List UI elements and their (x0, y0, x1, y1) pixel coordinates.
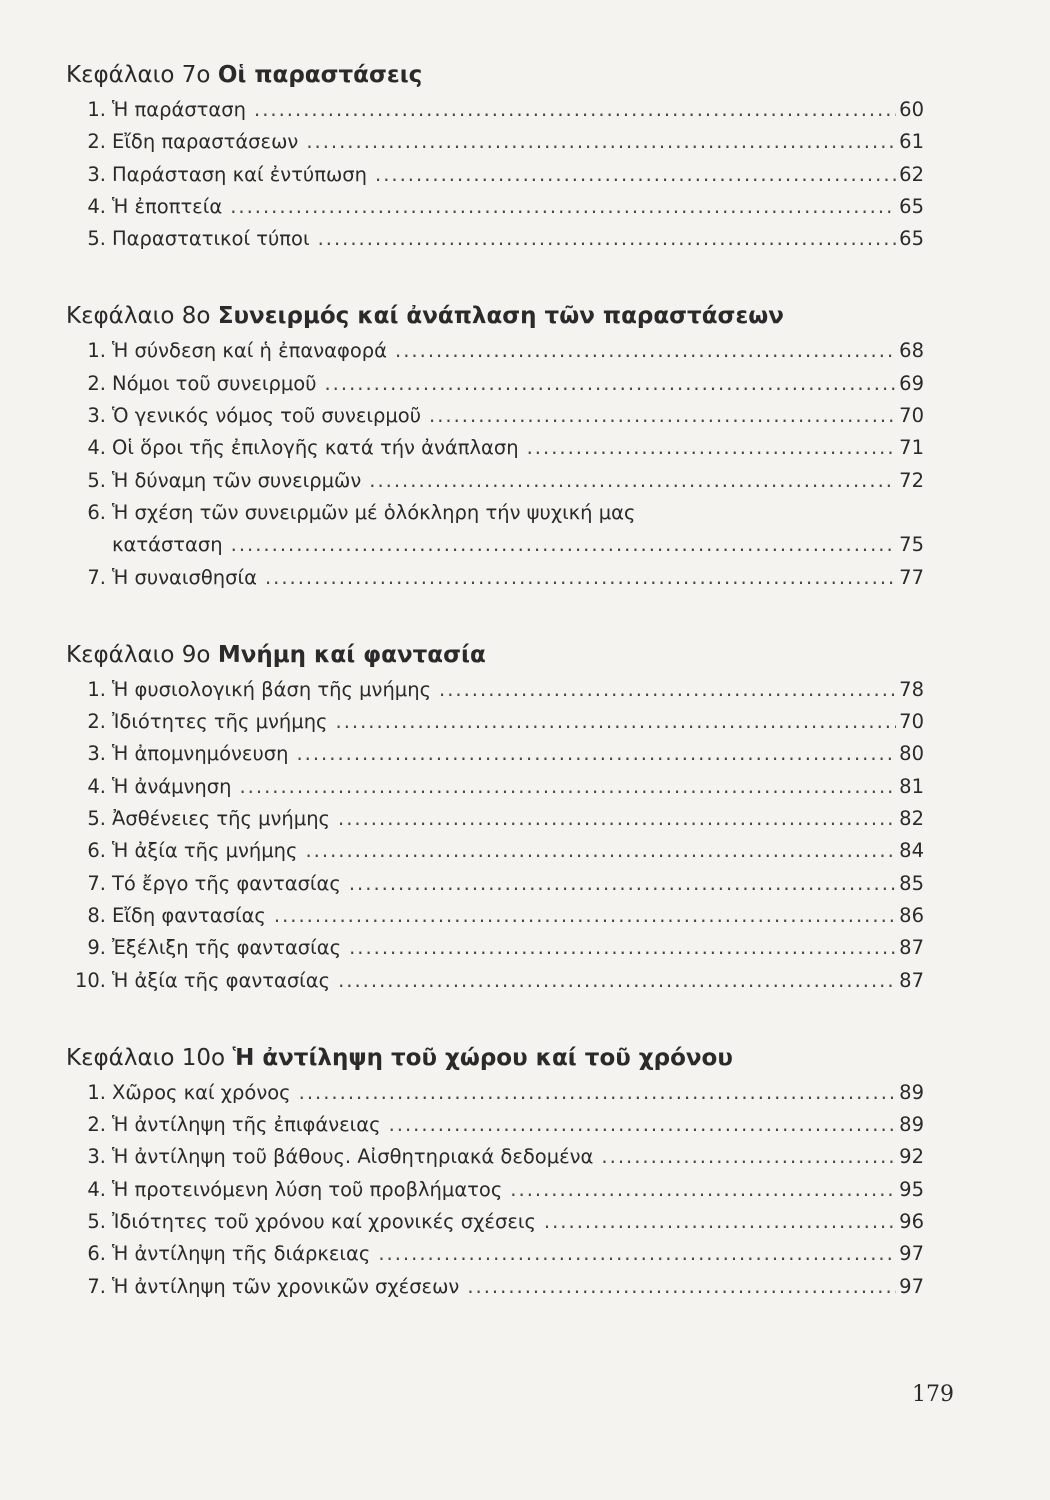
entry-title: Ὁ γενικός νόμος τοῦ συνειρμοῦ (112, 404, 422, 428)
table-of-contents (66, 58, 924, 1347)
entry-number: 4. (87, 774, 106, 798)
toc-entry (66, 868, 924, 900)
toc-entry (66, 1141, 924, 1173)
entry-number: 8. (87, 903, 106, 927)
chapter-prefix: Κεφάλαιο 8ο (66, 303, 211, 330)
chapter-prefix: Κεφάλαιο 7ο (66, 62, 211, 88)
entry-number: 6. (87, 500, 106, 524)
entry-title: Ἡ σχέση τῶν συνειρμῶν μέ ὁλόκληρη τήν ψυχική μας (112, 500, 636, 524)
toc-entry (66, 335, 924, 367)
toc-entry (66, 368, 924, 400)
entry-number: 5. (87, 227, 106, 251)
entry-page: 97 (899, 1242, 924, 1266)
toc-entry (66, 803, 924, 835)
dot-leader (467, 1271, 896, 1303)
entry-page: 95 (899, 1177, 924, 1201)
page-number: 179 (912, 1382, 954, 1407)
entry-number: 7. (87, 565, 106, 589)
toc-entry (66, 900, 924, 932)
chapter-title (66, 1041, 924, 1075)
entry-title: Εἴδη φαντασίας (112, 903, 266, 927)
entry-number: 2. (87, 1113, 106, 1137)
entry-page: 75 (899, 533, 924, 557)
entry-title: Ἡ ἀνάμνηση (112, 774, 232, 798)
entry-title: Ἡ ἀξία τῆς μνήμης (112, 839, 298, 863)
dot-leader (324, 368, 896, 400)
toc-entry (66, 1271, 924, 1303)
dot-leader (305, 835, 896, 867)
toc-entry (66, 771, 924, 803)
chapter-name: Ἡ ἀντίληψη τοῦ χώρου καί τοῦ χρόνου (232, 1044, 733, 1071)
entry-title: Ἡ σύνδεση καί ἡ ἐπαναφορά (112, 339, 388, 363)
entry-page: 82 (899, 807, 924, 831)
entry-title: Παραστατικοί τύποι (112, 227, 310, 251)
entry-title: Εἴδη παραστάσεων (112, 130, 299, 154)
entry-page: 70 (899, 710, 924, 734)
toc-entry (66, 738, 924, 770)
toc-entry (66, 400, 924, 432)
entry-number: 9. (87, 936, 106, 960)
toc-entry (66, 159, 924, 191)
entry-number: 3. (87, 1145, 106, 1169)
toc-entry (66, 1206, 924, 1238)
entry-title: Χῶρος καί χρόνος (112, 1080, 291, 1104)
entry-number: 3. (87, 162, 106, 186)
chapter-8 (66, 299, 924, 593)
entry-title: Ἡ φυσιολογική βάση τῆς μνήμης (112, 677, 432, 701)
toc-entry (66, 1174, 924, 1206)
entry-number: 6. (87, 1242, 106, 1266)
dot-leader (296, 738, 896, 770)
entry-title: Ἡ ἀξία τῆς φαντασίας (112, 968, 331, 992)
entry-page: 81 (899, 774, 924, 798)
dot-leader (336, 706, 897, 738)
entry-page: 70 (899, 404, 924, 428)
entry-title: Ἡ ἀπομνημόνευση (112, 742, 289, 766)
toc-entry (66, 1077, 924, 1109)
entry-title: Ἰδιότητες τοῦ χρόνου καί χρονικές σχέσεις (112, 1210, 536, 1234)
entry-page: 97 (899, 1274, 924, 1298)
toc-entry (66, 223, 924, 255)
entry-title: Ἡ ἐποπτεία (112, 194, 223, 218)
entry-page: 89 (899, 1080, 924, 1104)
entry-title: Ἡ ἀντίληψη τοῦ βάθους. Αἰσθητηριακά δεδομένα (112, 1145, 594, 1169)
entry-page: 92 (899, 1145, 924, 1169)
chapter-10 (66, 1041, 924, 1303)
entry-number: 10. (74, 968, 106, 992)
entry-page: 85 (899, 871, 924, 895)
entry-title: Ἡ ἀντίληψη τῶν χρονικῶν σχέσεων (112, 1274, 460, 1298)
chapter-title (66, 58, 924, 92)
dot-leader (375, 159, 896, 191)
toc-entry (66, 674, 924, 706)
entry-number: 7. (87, 1274, 106, 1298)
dot-leader (369, 465, 896, 497)
entry-number: 1. (87, 98, 106, 121)
chapter-title (66, 299, 924, 333)
dot-leader (527, 432, 897, 464)
entry-page: 86 (899, 903, 924, 927)
chapter-prefix: Κεφάλαιο 9ο (66, 641, 211, 668)
entry-page: 87 (899, 968, 924, 992)
entry-number: 1. (87, 1080, 106, 1104)
entry-number: 1. (87, 677, 106, 701)
entry-number: 1. (87, 339, 106, 363)
entry-title: Παράσταση καί ἐντύπωση (112, 162, 368, 186)
dot-leader (544, 1206, 896, 1238)
dot-leader (265, 562, 896, 594)
entry-page: 65 (899, 194, 924, 218)
entry-title: Οἱ ὅροι τῆς ἐπιλογῆς κατά τήν ἀνάπλαση (112, 436, 519, 460)
toc-entry (66, 94, 924, 126)
entry-number: 6. (87, 839, 106, 863)
entry-page: 96 (899, 1210, 924, 1234)
entry-page: 78 (899, 677, 924, 701)
entry-title: Ἀσθένειες τῆς μνήμης (112, 807, 330, 831)
dot-leader (395, 335, 896, 367)
entry-title: Ἡ προτεινόμενη λύση τοῦ προβλήματος (112, 1177, 503, 1201)
dot-leader (349, 868, 896, 900)
entry-title: Νόμοι τοῦ συνειρμοῦ (112, 371, 317, 395)
chapter-prefix: Κεφάλαιο 10ο (66, 1044, 226, 1071)
entry-page: 72 (899, 468, 924, 492)
toc-entry (66, 835, 924, 867)
chapter-7 (66, 58, 924, 255)
entry-page: 65 (899, 227, 924, 251)
entry-number: 2. (87, 710, 106, 734)
dot-leader (429, 400, 896, 432)
toc-entry (66, 432, 924, 464)
entry-title: Ἡ παράσταση (112, 98, 246, 121)
entry-second-line (66, 529, 924, 561)
toc-entry (66, 965, 924, 997)
entry-number: 2. (87, 130, 106, 154)
entry-title: Ἡ συναισθησία (112, 565, 257, 589)
entry-number: 5. (87, 807, 106, 831)
toc-entry (66, 562, 924, 594)
entry-page: 84 (899, 839, 924, 863)
entry-page: 77 (899, 565, 924, 589)
entry-page: 69 (899, 371, 924, 395)
dot-leader (338, 803, 896, 835)
toc-entry (66, 1238, 924, 1270)
dot-leader (254, 94, 896, 126)
entry-number: 4. (87, 436, 106, 460)
toc-entry (66, 706, 924, 738)
dot-leader (318, 223, 897, 255)
dot-leader (338, 965, 896, 997)
entry-first-line (66, 497, 924, 529)
entry-title: Ἐξέλιξη τῆς φαντασίας (112, 936, 342, 960)
dot-leader (230, 191, 896, 223)
entry-page: 80 (899, 742, 924, 766)
entry-page: 87 (899, 936, 924, 960)
toc-entry (66, 497, 924, 562)
dot-leader (299, 1077, 897, 1109)
toc-entry (66, 126, 924, 158)
entry-page: 71 (899, 436, 924, 460)
entry-number: 7. (87, 871, 106, 895)
entry-page: 62 (899, 162, 924, 186)
entry-number: 4. (87, 1177, 106, 1201)
dot-leader (274, 900, 896, 932)
entry-title: Ἰδιότητες τῆς μνήμης (112, 710, 328, 734)
entry-page: 61 (899, 130, 924, 154)
dot-leader (439, 674, 896, 706)
dot-leader (306, 126, 896, 158)
entry-number: 3. (87, 742, 106, 766)
entry-title: Ἡ δύναμη τῶν συνειρμῶν (112, 468, 362, 492)
chapter-title (66, 638, 924, 672)
entry-title: Τό ἔργο τῆς φαντασίας (112, 871, 341, 895)
entry-page: 68 (899, 339, 924, 363)
entry-page: 89 (899, 1113, 924, 1137)
entry-number: 5. (87, 468, 106, 492)
dot-leader (389, 1109, 897, 1141)
toc-entry (66, 1109, 924, 1141)
chapter-name: Οἱ παραστάσεις (217, 62, 423, 88)
entry-title: Ἡ ἀντίληψη τῆς διάρκειας (112, 1242, 371, 1266)
entry-title: Ἡ ἀντίληψη τῆς ἐπιφάνειας (112, 1113, 381, 1137)
entry-number: 3. (87, 404, 106, 428)
entry-number: 2. (87, 371, 106, 395)
toc-entry (66, 191, 924, 223)
entry-title-continued: κατάσταση (112, 533, 223, 557)
dot-leader (239, 771, 896, 803)
chapter-name: Μνήμη καί φαντασία (217, 641, 486, 668)
dot-leader (510, 1174, 896, 1206)
entry-number: 5. (87, 1210, 106, 1234)
dot-leader (349, 932, 896, 964)
toc-entry (66, 932, 924, 964)
entry-page: 60 (899, 98, 924, 121)
dot-leader (601, 1141, 896, 1173)
dot-leader (378, 1238, 896, 1270)
toc-entry (66, 465, 924, 497)
entry-number: 4. (87, 194, 106, 218)
chapter-9 (66, 638, 924, 997)
chapter-name: Συνειρμός καί ἀνάπλαση τῶν παραστάσεων (217, 303, 784, 330)
dot-leader (231, 529, 897, 561)
